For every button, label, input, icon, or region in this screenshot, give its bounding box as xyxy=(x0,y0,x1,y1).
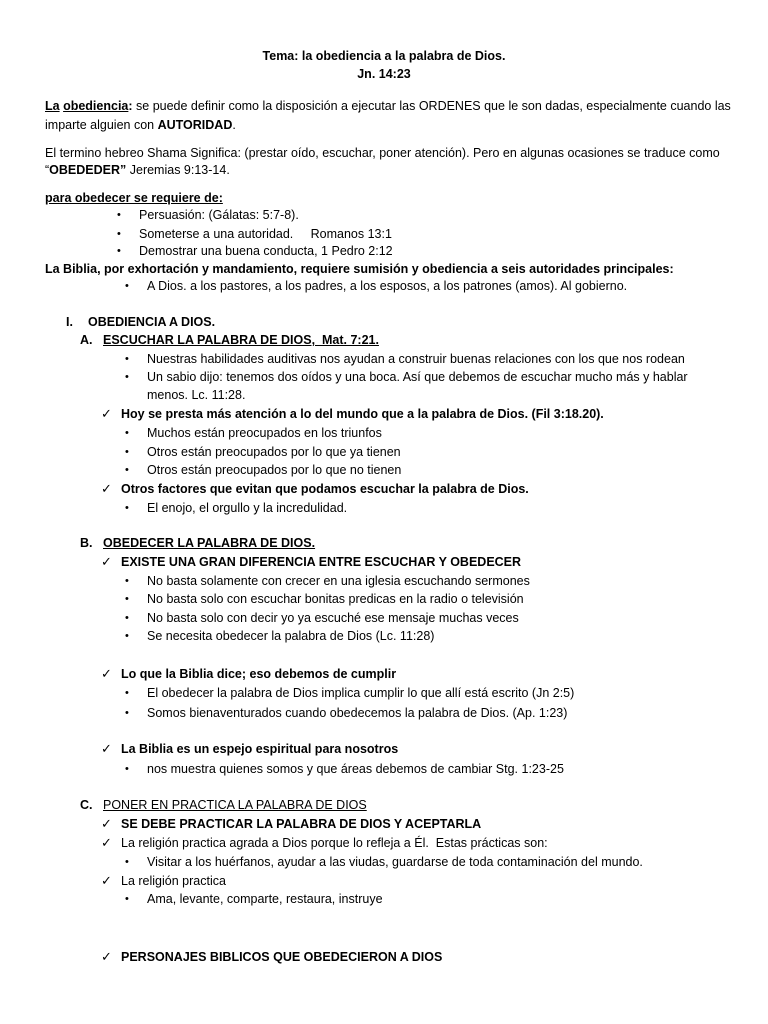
checkmark-icon: ✓ xyxy=(101,873,112,888)
definition-colon: : xyxy=(128,99,133,113)
check-heading: Lo que la Biblia dice; eso debemos de cumplir xyxy=(121,667,397,681)
checkmark-icon: ✓ xyxy=(101,406,112,421)
bullet-icon: • xyxy=(125,280,129,292)
checkmark-icon: ✓ xyxy=(101,554,112,569)
list-item: Otros están preocupados por lo que no tienen xyxy=(147,463,402,477)
list-item: El enojo, el orgullo y la incredulidad. xyxy=(147,501,348,515)
bullet-icon: • xyxy=(125,502,129,514)
list-item: Se necesita obedecer la palabra de Dios (Lc. 11:28) xyxy=(147,629,435,643)
requiere-item: Persuasión: (Gálatas: 5:7-8). xyxy=(139,208,299,222)
check-heading: Hoy se presta más atención a lo del mundo que a la palabra de Dios. (Fil 3:18.20). xyxy=(121,407,604,421)
hebreo-line-2 xyxy=(45,162,230,178)
bullet-icon: • xyxy=(125,763,129,775)
bullet-icon: • xyxy=(125,707,129,719)
bullet-icon: • xyxy=(117,245,121,257)
check-heading: La religión practica agrada a Dios porque lo refleja a Él. Estas prácticas son: xyxy=(121,836,548,850)
hebreo-line-1: El termino hebreo Shama Significa: (prestar oído, escuchar, poner atención). Pero en algunas ocasiones se traduce como xyxy=(45,146,720,160)
bullet-icon: • xyxy=(125,446,129,458)
subsection-title-b: OBEDECER LA PALABRA DE DIOS. xyxy=(103,536,316,550)
check-heading: La religión practica xyxy=(121,874,226,888)
bullet-icon: • xyxy=(125,427,129,439)
checkmark-icon: ✓ xyxy=(101,816,112,831)
bullet-icon: • xyxy=(125,893,129,905)
section-numeral: I. xyxy=(66,315,73,329)
bullet-icon: • xyxy=(125,593,129,605)
bullet-icon: • xyxy=(125,353,129,365)
requiere-item: Someterse a una autoridad. Romanos 13:1 xyxy=(139,227,392,241)
definition-term-la: La xyxy=(45,99,60,113)
bullet-icon: • xyxy=(117,228,121,240)
definition-line-2 xyxy=(45,117,236,133)
definition-line-1 xyxy=(45,98,731,114)
list-item: No basta solamente con crecer en una iglesia escuchando sermones xyxy=(147,574,530,588)
list-item: No basta solo con decir yo ya escuché ese mensaje muchas veces xyxy=(147,611,519,625)
bullet-icon: • xyxy=(117,209,121,221)
requiere-heading: para obedecer se requiere de: xyxy=(45,191,223,205)
subsection-title-a: ESCUCHAR LA PALABRA DE DIOS, Mat. 7:21. xyxy=(103,333,379,347)
bullet-icon: • xyxy=(125,612,129,624)
list-item: Somos bienaventurados cuando obedecemos la palabra de Dios. (Ap. 1:23) xyxy=(147,706,568,720)
bullet-icon: • xyxy=(125,575,129,587)
document-title: Tema: la obediencia a la palabra de Dios. xyxy=(262,49,506,63)
definition-term-obediencia: obediencia xyxy=(63,99,129,113)
bullet-icon: • xyxy=(125,856,129,868)
bullet-icon: • xyxy=(125,371,129,383)
hebreo-quote: “ xyxy=(45,163,50,177)
biblia-autoridades-line: La Biblia, por exhortación y mandamiento, requiere sumisión y obediencia a seis autoridades principales: xyxy=(45,262,674,276)
requiere-item: Demostrar una buena conducta, 1 Pedro 2:12 xyxy=(139,244,393,258)
check-heading: EXISTE UNA GRAN DIFERENCIA ENTRE ESCUCHAR Y OBEDECER xyxy=(121,555,522,569)
definition-period: . xyxy=(232,118,236,132)
list-item: Un sabio dijo: tenemos dos oídos y una boca. Así que debemos de escuchar mucho más y hablar xyxy=(147,370,688,384)
list-item: Nuestras habilidades auditivas nos ayudan a construir buenas relaciones con los que nos rodean xyxy=(147,352,685,366)
checkmark-icon: ✓ xyxy=(101,666,112,681)
autoridades-list: A Dios. a los pastores, a los padres, a los esposos, a los patrones (amos). Al gobierno. xyxy=(147,279,628,293)
definition-text: se puede definir como la disposición a ejecutar las ORDENES que le son dadas, especialmente cuando las xyxy=(132,99,731,113)
list-item: No basta solo con escuchar bonitas predicas en la radio o televisión xyxy=(147,592,524,606)
checkmark-icon: ✓ xyxy=(101,481,112,496)
definition-autoridad: AUTORIDAD xyxy=(157,118,233,132)
list-item: Ama, levante, comparte, restaura, instruye xyxy=(147,892,383,906)
hebreo-ref: Jeremias 9:13-14. xyxy=(126,163,230,177)
list-item: Muchos están preocupados en los triunfos xyxy=(147,426,382,440)
bullet-icon: • xyxy=(125,687,129,699)
checkmark-icon: ✓ xyxy=(101,835,112,850)
subsection-letter: B. xyxy=(80,536,93,550)
personajes-heading: PERSONAJES BIBLICOS QUE OBEDECIERON A DIOS xyxy=(121,950,443,964)
definition-text-2: imparte alguien con xyxy=(45,118,158,132)
list-item: El obedecer la palabra de Dios implica cumplir lo que allí está escrito (Jn 2:5) xyxy=(147,686,575,700)
list-item: Otros están preocupados por lo que ya tienen xyxy=(147,445,401,459)
checkmark-icon: ✓ xyxy=(101,741,112,756)
document-reference: Jn. 14:23 xyxy=(357,67,411,81)
checkmark-icon: ✓ xyxy=(101,949,112,964)
check-heading: Otros factores que evitan que podamos escuchar la palabra de Dios. xyxy=(121,482,529,496)
bullet-icon: • xyxy=(125,630,129,642)
hebreo-obededer: OBEDEDER” xyxy=(49,163,127,177)
subsection-title-c: PONER EN PRACTICA LA PALABRA DE DIOS xyxy=(103,798,367,812)
bullet-icon: • xyxy=(125,464,129,476)
list-item: nos muestra quienes somos y que áreas debemos de cambiar Stg. 1:23-25 xyxy=(147,762,564,776)
list-item-continuation: menos. Lc. 11:28. xyxy=(147,388,246,402)
subsection-letter: C. xyxy=(80,798,93,812)
list-item: Visitar a los huérfanos, ayudar a las viudas, guardarse de toda contaminación del mundo. xyxy=(147,855,643,869)
section-title: OBEDIENCIA A DIOS. xyxy=(88,315,216,329)
check-heading: SE DEBE PRACTICAR LA PALABRA DE DIOS Y ACEPTARLA xyxy=(121,817,482,831)
check-heading: La Biblia es un espejo espiritual para nosotros xyxy=(121,742,399,756)
subsection-letter: A. xyxy=(80,333,93,347)
